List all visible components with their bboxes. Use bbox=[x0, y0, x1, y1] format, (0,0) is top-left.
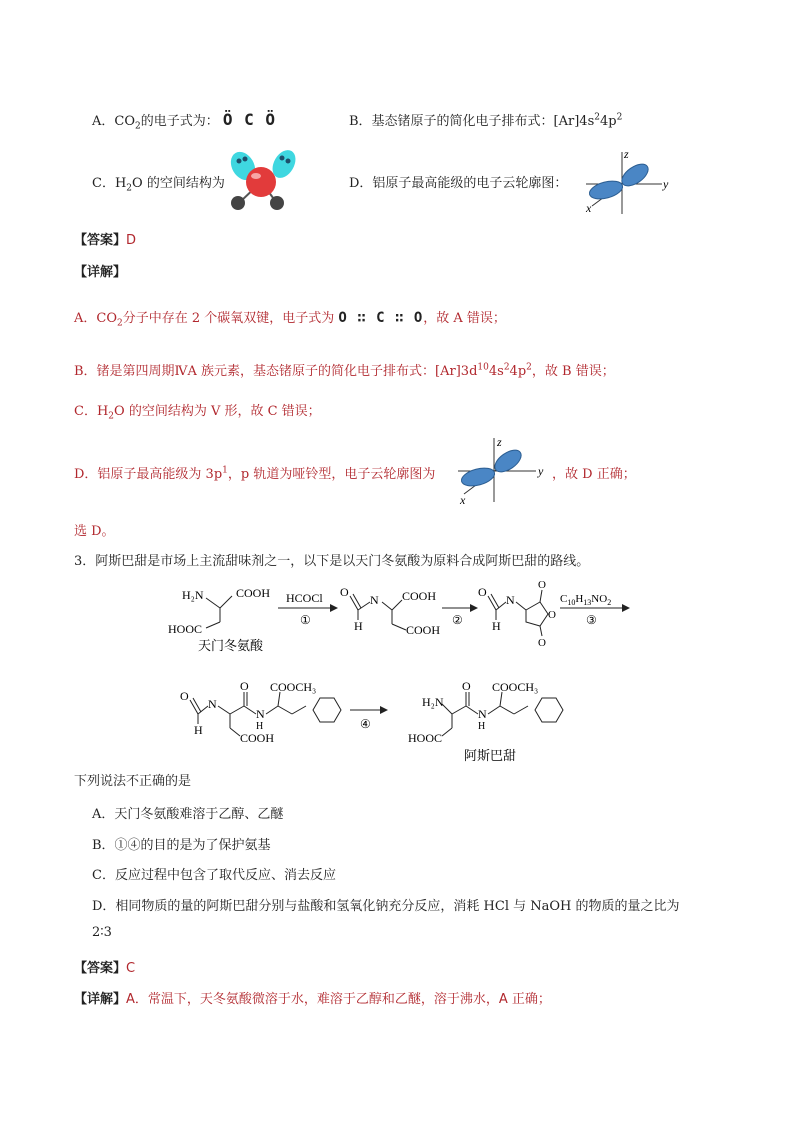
q3-option-a: A．天门冬氨酸难溶于乙醇、乙醚 bbox=[92, 807, 284, 822]
svg-text:H: H bbox=[478, 721, 486, 732]
svg-text:H: H bbox=[354, 619, 363, 633]
step-1-label: ① bbox=[300, 613, 311, 627]
svg-text:H: H bbox=[492, 619, 501, 633]
answer-q2: 【答案】D bbox=[74, 233, 137, 248]
detail-d-q2-end: ，故 D 正确； bbox=[552, 467, 636, 482]
q3-option-d: D．相同物质的量的阿斯巴甜分别与盐酸和氢氧化钠充分反应，消耗 HCl 与 NaOH 的物质的量之比为 bbox=[92, 899, 680, 914]
option-a-q2: A．$CO_2$的电子式为： Ö C Ö bbox=[92, 110, 277, 132]
z-axis-label-detail: z bbox=[497, 435, 502, 449]
step-2-label: ② bbox=[452, 613, 463, 627]
option-c-q2: C．$H_2O$ 的空间结构为 bbox=[92, 176, 225, 194]
option-b-q2: B．基态锗原子的简化电子排布式：$[Ar]4s^24p^2$ bbox=[349, 112, 623, 129]
svg-text:N: N bbox=[256, 707, 265, 721]
z-axis-label: z bbox=[624, 147, 629, 161]
svg-text:HOOC: HOOC bbox=[168, 622, 203, 636]
svg-text:COOH: COOH bbox=[402, 589, 437, 603]
oxygen-atom bbox=[246, 167, 276, 197]
svg-text:O: O bbox=[462, 679, 471, 693]
svg-text:O: O bbox=[180, 689, 189, 703]
q3-option-d-cont: 2∶3 bbox=[92, 925, 112, 940]
svg-text:O: O bbox=[548, 609, 556, 621]
hydrogen-atom-right bbox=[270, 196, 284, 210]
y-axis-label: y bbox=[663, 177, 669, 191]
step-3-label: ③ bbox=[586, 613, 597, 627]
svg-text:O: O bbox=[240, 679, 249, 693]
detail-b-q2: B．锗是第四周期ⅣA 族元素，基态锗原子的简化电子排布式：$[Ar]3d^{10}4s^24p^2$，故 B 错误； bbox=[74, 362, 615, 379]
q3-option-c: C．反应过程中包含了取代反应、消去反应 bbox=[92, 868, 336, 883]
svg-text:N: N bbox=[478, 707, 487, 721]
svg-text:COOH: COOH bbox=[406, 623, 441, 637]
option-d-q2: D．铝原子最高能级的电子云轮廓图： bbox=[349, 176, 568, 191]
co2-electron-formula-correct: O ∷ C ∷ O bbox=[338, 310, 424, 326]
y-axis-label-detail: y bbox=[538, 464, 544, 478]
detail-label-q2: 【详解】 bbox=[74, 265, 127, 280]
aspartame-structure bbox=[442, 692, 563, 736]
svg-text:COOH: COOH bbox=[236, 586, 271, 600]
svg-text:O: O bbox=[538, 637, 546, 649]
detail-c-q2: C．$H_2O$ 的空间结构为 V 形，故 C 错误； bbox=[74, 404, 321, 422]
x-axis-label-detail: x bbox=[460, 493, 466, 506]
x-axis-label: x bbox=[586, 201, 592, 215]
svg-text:H: H bbox=[256, 721, 264, 732]
svg-text:COOH: COOH bbox=[240, 731, 275, 745]
svg-text:COOCH₃: COOCH₃ bbox=[492, 680, 539, 694]
svg-text:O: O bbox=[340, 585, 349, 599]
name-aspartic-acid: 天门冬氨酸 bbox=[198, 638, 264, 653]
step-4-label: ④ bbox=[360, 717, 371, 731]
co2-electron-formula-wrong: Ö C Ö bbox=[222, 110, 277, 129]
detail-q3: 【详解】A．常温下，天冬氨酸微溶于水，难溶于乙醇和乙醚，溶于沸水，A 正确； bbox=[74, 992, 551, 1007]
hydrogen-atom-left bbox=[231, 196, 245, 210]
svg-text:H₂N: H₂N bbox=[422, 695, 444, 709]
svg-text:H₂N: H₂N bbox=[182, 588, 204, 602]
q3-question: 下列说法不正确的是 bbox=[74, 774, 192, 789]
svg-text:N: N bbox=[208, 697, 217, 711]
reagent-1: HCOCl bbox=[286, 591, 323, 605]
svg-text:N: N bbox=[506, 593, 515, 607]
svg-text:N: N bbox=[370, 593, 379, 607]
svg-text:O: O bbox=[538, 579, 546, 591]
aspartic-acid-structure bbox=[206, 596, 232, 628]
svg-text:COOCH₃: COOCH₃ bbox=[270, 680, 317, 694]
q3-stem: 3．阿斯巴甜是市场上主流甜味剂之一，以下是以天门冬氨酸为原料合成阿斯巴甜的路线。 bbox=[74, 554, 590, 569]
reagent-3: $C_{10}H_{13}NO_2$ bbox=[560, 593, 612, 607]
detail-d-q2: D．铝原子最高能级为 $3p^1$，p 轨道为哑铃型，电子云轮廓图为 bbox=[74, 465, 436, 482]
svg-text:O: O bbox=[478, 585, 487, 599]
p-orbital-figure-detail bbox=[456, 432, 548, 506]
answer-q3: 【答案】C bbox=[74, 961, 136, 976]
detail-a-q2: A．$CO_2$分子中存在 2 个碳氧双键，电子式为 O ∷ C ∷ O，故 A 错误； bbox=[74, 310, 506, 329]
svg-text:H: H bbox=[194, 723, 203, 737]
name-aspartame: 阿斯巴甜 bbox=[464, 748, 517, 763]
p-orbital-figure-option bbox=[584, 146, 674, 218]
svg-text:HOOC: HOOC bbox=[408, 731, 443, 745]
water-molecule-figure bbox=[226, 144, 296, 214]
detail-conclusion-q2: 选 D。 bbox=[74, 524, 115, 539]
q3-option-b: B．①④的目的是为了保护氨基 bbox=[92, 838, 271, 853]
synthesis-scheme bbox=[160, 572, 640, 772]
